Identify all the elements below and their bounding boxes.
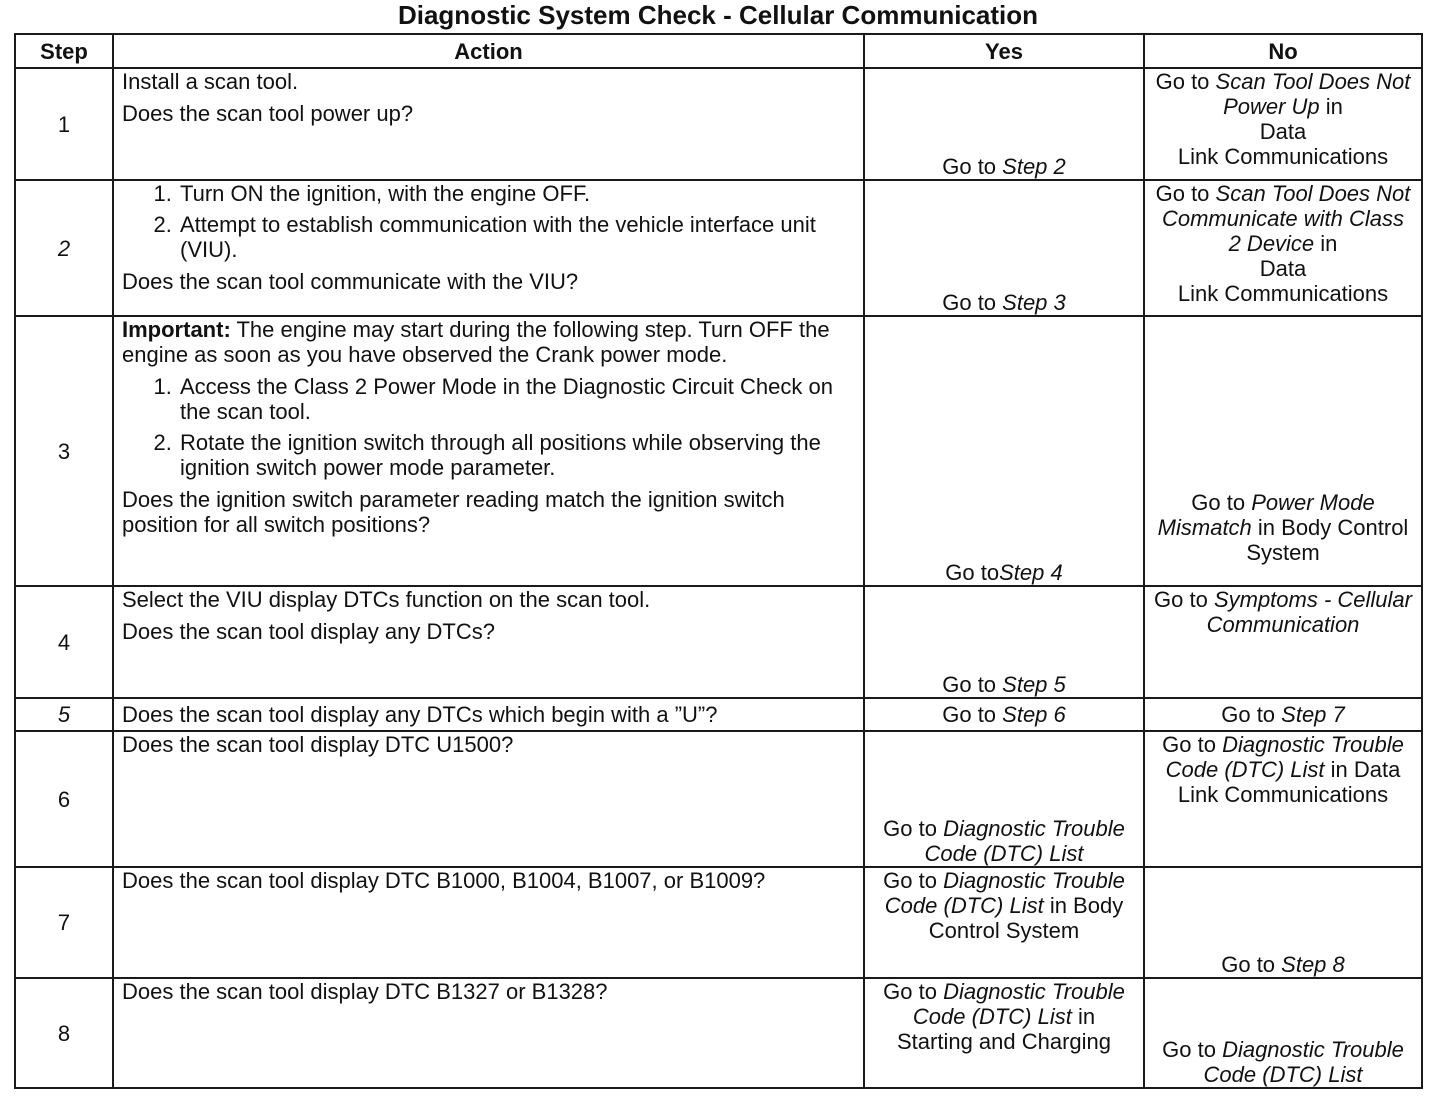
step-number: 4: [15, 586, 113, 698]
action-cell: [113, 731, 864, 867]
action-cell: [113, 180, 864, 316]
no-prefix: Go to: [1162, 1037, 1223, 1062]
yes-link[interactable]: Step 5: [1002, 672, 1066, 697]
action-instruction: Select the VIU display DTCs function on the scan tool.: [122, 587, 651, 612]
table-row-step-2: [15, 180, 1422, 316]
yes-suffix: in Body Control System: [928, 893, 1124, 943]
no-link[interactable]: Symptoms - Cellular Communication: [1206, 587, 1412, 637]
no-link[interactable]: Scan Tool Does Not Communicate with Class 2 Device: [1161, 181, 1411, 256]
no-cell: [1144, 316, 1422, 586]
page-title: Diagnostic System Check - Cellular Communication: [397, 0, 1039, 30]
no-link[interactable]: Scan Tool Does Not Power Up: [1215, 69, 1411, 119]
yes-prefix: Go to: [942, 290, 1003, 315]
header-no: No: [1144, 34, 1422, 68]
action-steps: [122, 374, 855, 480]
step-number: 6: [15, 731, 113, 867]
yes-prefix: Go to: [942, 702, 1003, 727]
no-suffix: in Body Control System: [1246, 515, 1409, 565]
diagnostic-table: [14, 33, 1423, 1089]
no-prefix: Go to: [1162, 732, 1223, 757]
action-step: 1. Access the Class 2 Power Mode in the Diagnostic Circuit Check on the scan tool.: [178, 374, 855, 424]
no-suffix: in: [1314, 231, 1338, 256]
no-link[interactable]: Step 8: [1281, 952, 1345, 977]
yes-cell: [864, 731, 1144, 867]
action-instruction: Install a scan tool.: [122, 69, 299, 94]
yes-cell: [864, 316, 1144, 586]
action-question: Does the scan tool display DTC U1500?: [122, 732, 514, 757]
step-number: 7: [15, 867, 113, 978]
no-cell: [1144, 731, 1422, 867]
no-prefix: Go to: [1154, 587, 1214, 612]
table-row-step-3: [15, 316, 1422, 586]
yes-link[interactable]: Diagnostic Trouble Code (DTC) List: [884, 868, 1125, 918]
action-steps: [122, 181, 855, 262]
yes-link[interactable]: Step 2: [1002, 154, 1066, 179]
yes-prefix: Go to: [945, 560, 1000, 585]
important-note: [122, 317, 855, 367]
yes-cell: [864, 698, 1144, 731]
table-row-step-7: [15, 867, 1422, 978]
action-question: Does the scan tool display DTC B1327 or B1328?: [122, 979, 608, 1004]
header-yes: Yes: [864, 34, 1144, 68]
action-cell: [113, 698, 864, 731]
yes-cell: [864, 978, 1144, 1088]
action-question: Does the ignition switch parameter reading match the ignition switch position for all switch positions?: [122, 487, 785, 537]
yes-ref: Starting and Charging: [896, 1029, 1112, 1054]
yes-prefix: Go to: [883, 979, 944, 1004]
no-cell: [1144, 867, 1422, 978]
action-cell: [113, 586, 864, 698]
important-label: Important:: [122, 317, 231, 342]
action-cell: [113, 68, 864, 180]
yes-cell: [864, 867, 1144, 978]
table-header-row: [15, 34, 1422, 68]
yes-prefix: Go to: [942, 154, 1003, 179]
no-cell: [1144, 68, 1422, 180]
action-step: 2. Attempt to establish communication with the vehicle interface unit (VIU).: [178, 212, 855, 262]
no-cell: [1144, 698, 1422, 731]
step-number: 5: [15, 698, 113, 731]
no-ref-2: Link Communications: [1177, 144, 1389, 169]
yes-link[interactable]: Step 6: [1002, 702, 1066, 727]
important-text: The engine may start during the following step. Turn OFF the engine as soon as you have observed the Crank power mode.: [122, 317, 830, 367]
table-row-step-1: [15, 68, 1422, 180]
no-prefix: Go to: [1155, 181, 1216, 206]
no-cell: [1144, 586, 1422, 698]
yes-cell: [864, 180, 1144, 316]
action-step: 1. Turn ON the ignition, with the engine OFF.: [178, 181, 855, 206]
no-link[interactable]: Step 7: [1281, 702, 1345, 727]
yes-cell: [864, 586, 1144, 698]
step-number: 8: [15, 978, 113, 1088]
table-row-step-6: [15, 731, 1422, 867]
yes-suffix: in: [1071, 1004, 1096, 1029]
yes-link[interactable]: Diagnostic Trouble Code (DTC) List: [924, 816, 1125, 866]
no-ref-2: Link Communications: [1177, 281, 1389, 306]
no-cell: [1144, 978, 1422, 1088]
action-question: Does the scan tool display any DTCs which begin with a ”U”?: [122, 702, 718, 727]
no-prefix: Go to: [1221, 702, 1282, 727]
no-link[interactable]: Power Mode Mismatch: [1157, 490, 1375, 540]
no-link[interactable]: Diagnostic Trouble Code (DTC) List: [1165, 732, 1404, 782]
table-row-step-8: [15, 978, 1422, 1088]
header-action: Action: [113, 34, 864, 68]
action-question: Does the scan tool display DTC B1000, B1004, B1007, or B1009?: [122, 868, 766, 893]
yes-cell: [864, 68, 1144, 180]
no-suffix: in: [1319, 94, 1343, 119]
step-number: 2: [15, 180, 113, 316]
action-question: Does the scan tool display any DTCs?: [122, 619, 495, 644]
yes-prefix: Go to: [883, 868, 944, 893]
action-cell: [113, 867, 864, 978]
action-cell: [113, 978, 864, 1088]
no-ref-1: Data: [1259, 119, 1307, 144]
action-question: Does the scan tool communicate with the VIU?: [122, 269, 579, 294]
yes-link[interactable]: Step 4: [999, 560, 1063, 585]
table-row-step-5: [15, 698, 1422, 731]
yes-prefix: Go to: [883, 816, 944, 841]
yes-link[interactable]: Step 3: [1002, 290, 1066, 315]
step-number: 3: [15, 316, 113, 586]
no-prefix: Go to: [1155, 69, 1216, 94]
no-prefix: Go to: [1221, 952, 1282, 977]
no-prefix: Go to: [1191, 490, 1252, 515]
no-link[interactable]: Diagnostic Trouble Code (DTC) List: [1203, 1037, 1404, 1087]
action-step: 2. Rotate the ignition switch through all positions while observing the ignition switch power mode parameter.: [178, 430, 855, 480]
action-question: Does the scan tool power up?: [122, 101, 414, 126]
yes-prefix: Go to: [942, 672, 1003, 697]
yes-link[interactable]: Diagnostic Trouble Code (DTC) List: [912, 979, 1125, 1029]
no-cell: [1144, 180, 1422, 316]
step-number: 1: [15, 68, 113, 180]
no-ref-1: Data: [1259, 256, 1307, 281]
header-step: Step: [15, 34, 113, 68]
action-cell: [113, 316, 864, 586]
no-suffix: in Data Link Communications: [1177, 757, 1401, 807]
table-row-step-4: [15, 586, 1422, 698]
